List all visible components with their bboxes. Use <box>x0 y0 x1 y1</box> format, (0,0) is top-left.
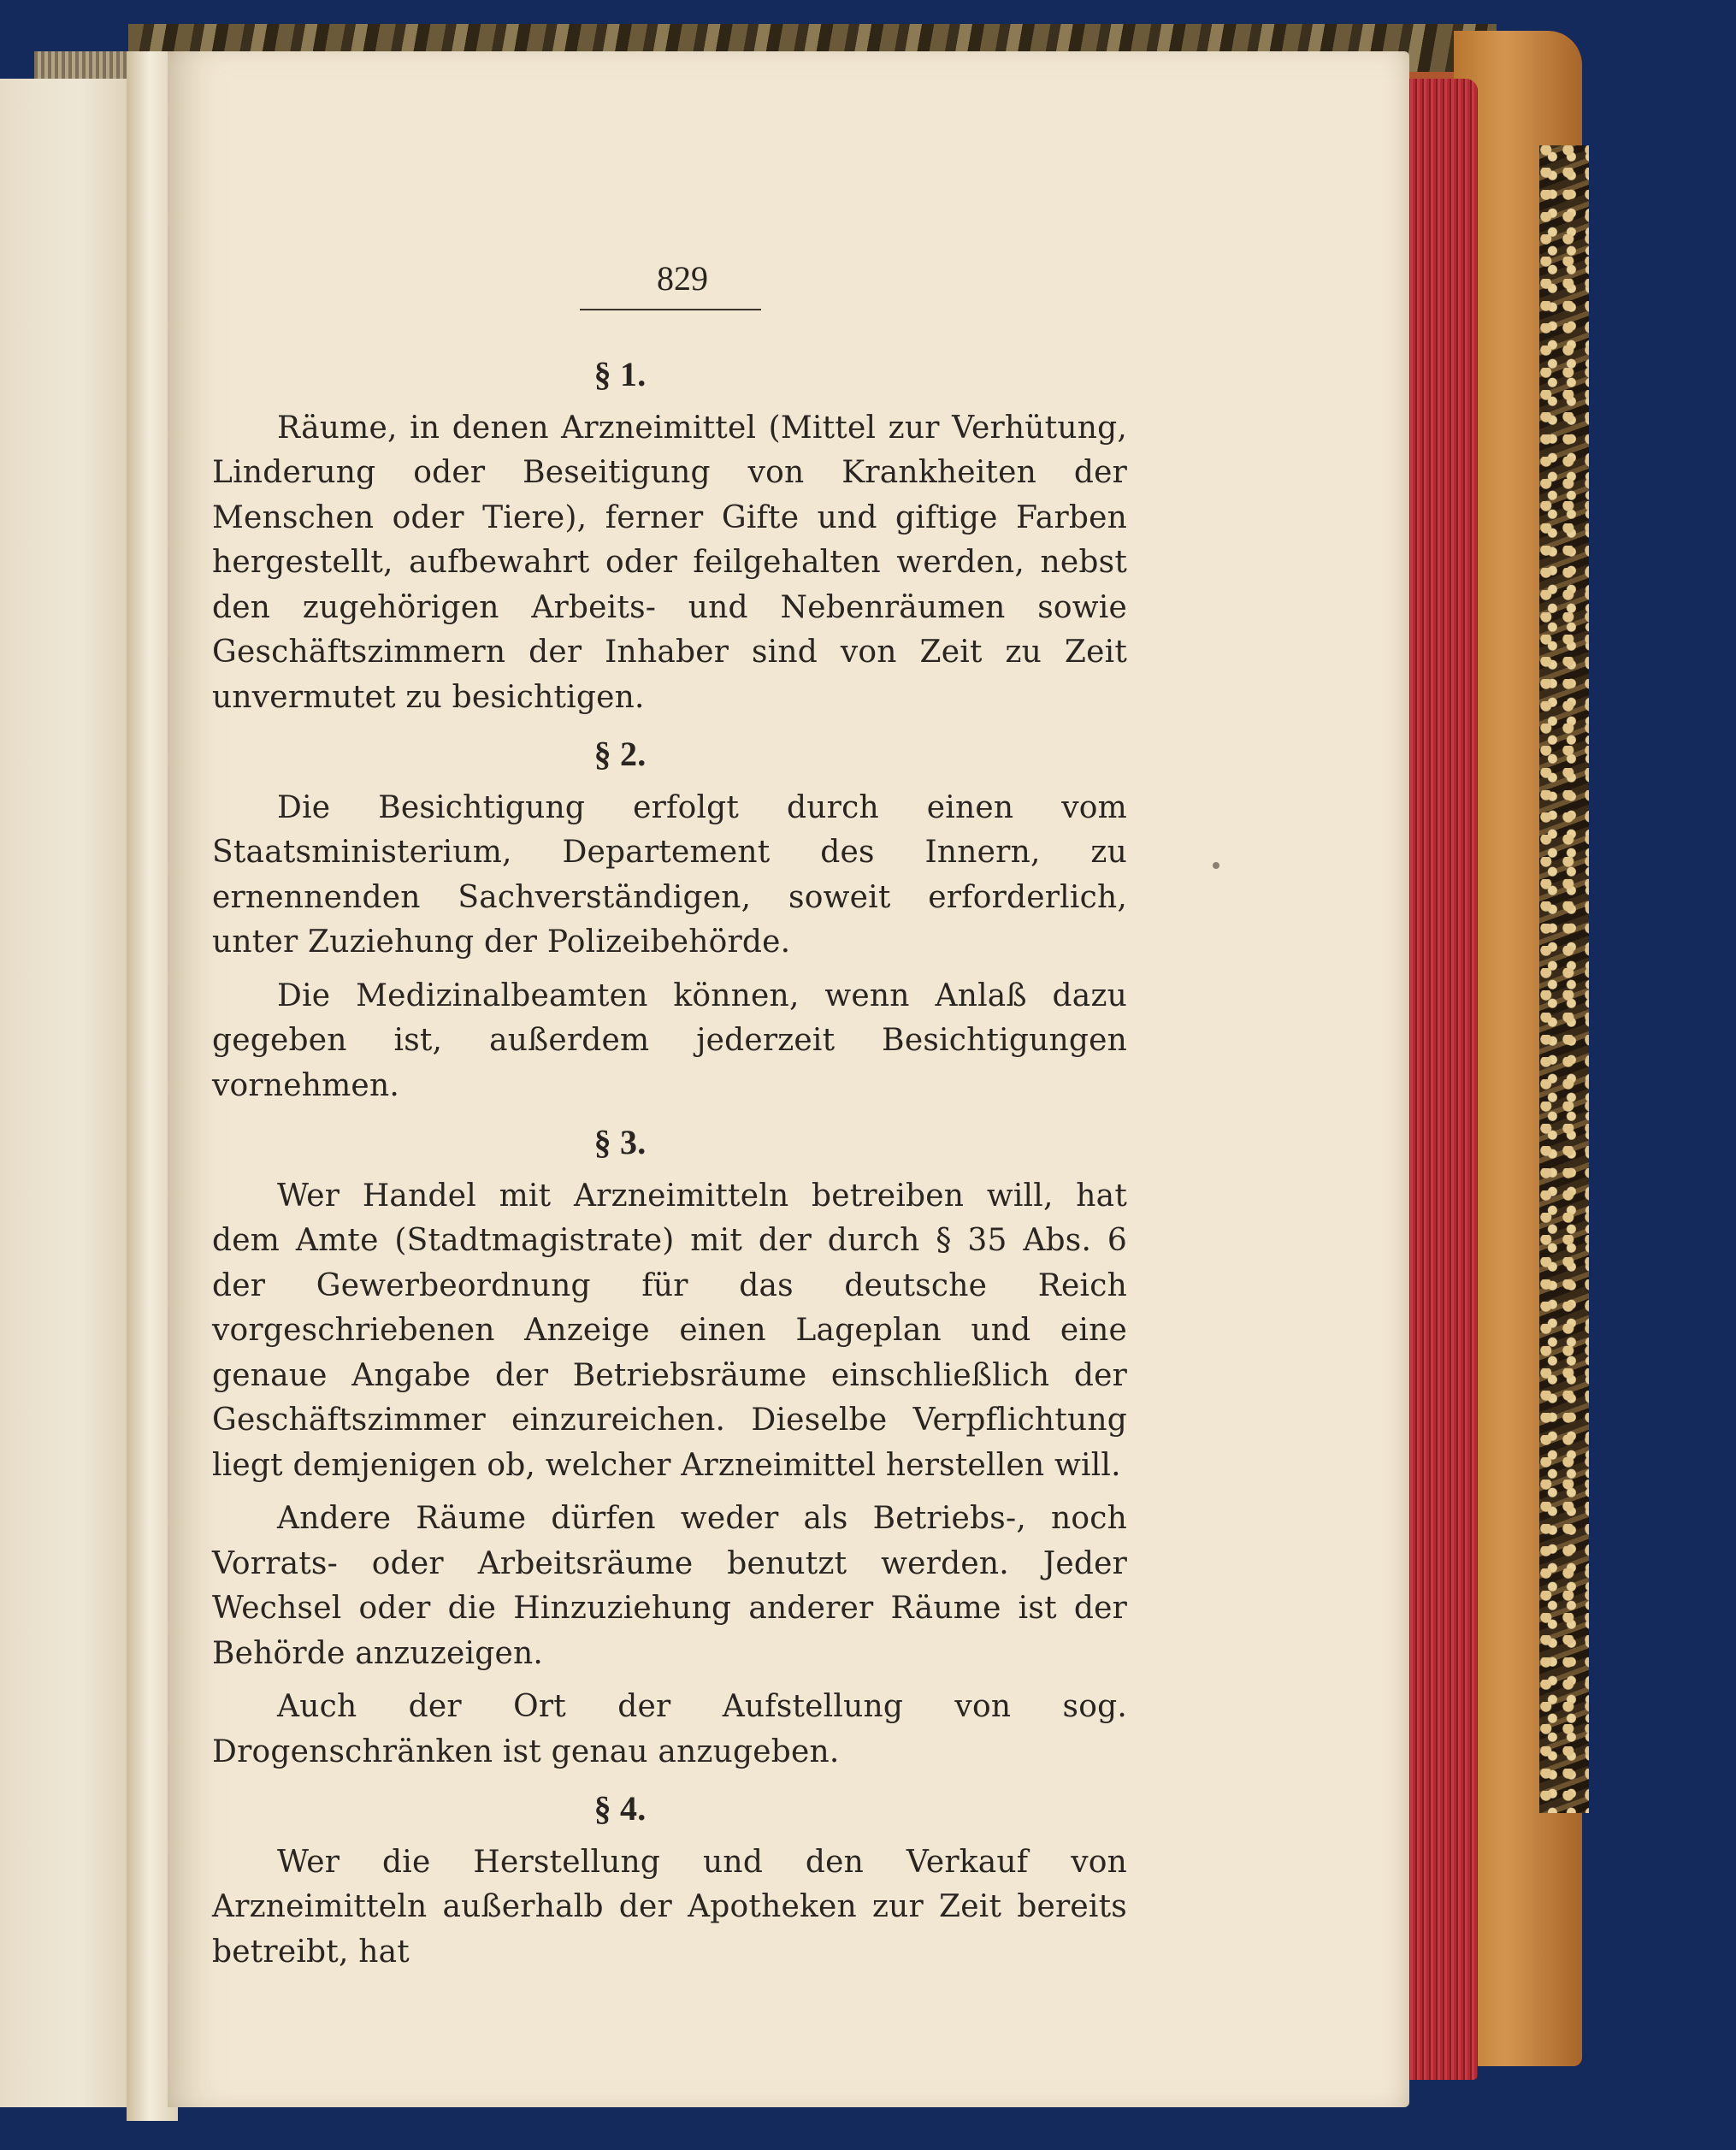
section-heading-text: § 4. <box>593 1789 647 1828</box>
paragraph: Wer Handel mit Arzneimitteln betreiben will, hat dem Amte (Stadtmagistrate) mit der durch § 35 Abs. 6 der Gewerbeordnung für das deutsche Reich vorgeschriebenen Anzeige einen Lageplan und eine genaue Angabe der Betriebsräume einschließlich der Geschäftszimmer einzureichen. Dieselbe Verpflichtung liegt demjenigen ob, welcher Arzneimittel herstellen will. <box>212 1178 1127 1483</box>
section-heading-3 <box>212 1117 1127 1174</box>
text-body <box>212 349 1127 1983</box>
marbled-cover-board <box>1539 145 1589 1813</box>
red-page-edges <box>1399 79 1478 2080</box>
section-heading-text: § 1. <box>593 355 647 393</box>
book-page <box>168 51 1409 2107</box>
section-heading-text: § 2. <box>593 735 647 773</box>
section-heading-2 <box>212 729 1127 786</box>
header-rule <box>580 309 761 310</box>
paragraph: Andere Räume dürfen weder als Betriebs-, noch Vorrats- oder Arbeitsräume benutzt werden. Jeder Wechsel oder die Hinzuziehung anderer Räume ist der Behörde anzuzeigen. <box>212 1501 1127 1671</box>
paper-speck <box>1213 862 1219 869</box>
paragraph: Räume, in denen Arzneimittel (Mittel zur Verhütung, Linderung oder Beseitigung von Krankheiten der Menschen oder Tiere), ferner Gifte und giftige Farben hergestellt, aufbewahrt oder feilgehalten werden, nebst den zugehörigen Arbeits- und Nebenräumen sowie Geschäftszimmern der Inhaber sind von Zeit zu Zeit unvermutet zu besichtigen. <box>212 410 1127 715</box>
section-heading-text: § 3. <box>593 1123 647 1161</box>
book-binding-cloth <box>34 51 137 80</box>
page-number-text: 829 <box>657 259 708 298</box>
section-heading-4 <box>212 1783 1127 1840</box>
paragraph: Die Medizinalbeamten können, wenn Anlaß dazu gegeben ist, außerdem jederzeit Besichtigungen vornehmen. <box>212 978 1127 1103</box>
paragraph: Wer die Herstellung und den Verkauf von Arzneimitteln außerhalb der Apotheken zur Zeit bereits betreibt, hat <box>212 1844 1127 1970</box>
paragraph: Auch der Ort der Aufstellung von sog. Drogenschränken ist genau anzugeben. <box>212 1689 1127 1769</box>
paragraph: Die Besichtigung erfolgt durch einen vom Staatsministerium, Departement des Innern, zu ernennenden Sachverständigen, soweit erforderlich, unter Zuziehung der Polizeibehörde. <box>212 789 1127 960</box>
left-page-edge <box>0 79 144 2107</box>
section-heading-1 <box>212 349 1127 406</box>
page-number <box>168 258 1409 298</box>
